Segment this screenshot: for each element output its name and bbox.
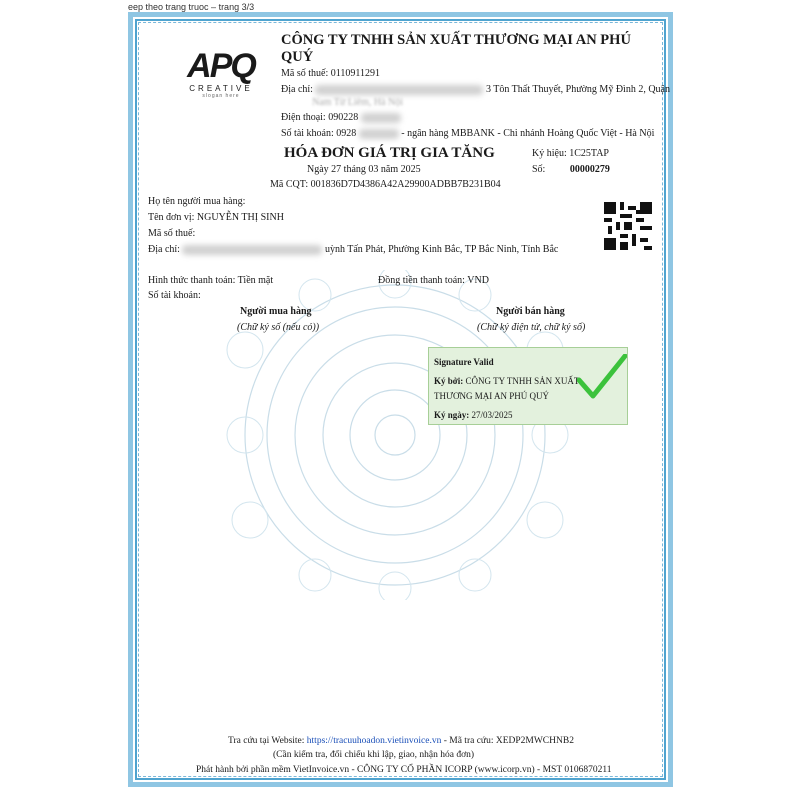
redacted-buyer-address [182,245,322,255]
signed-date-line [434,410,513,420]
seller-address-label: Địa chỉ: [281,84,313,95]
seller-address-line2: Nam Từ Liêm, Hà Nội [312,97,404,108]
invoice-symbol-value: 1C25TAP [569,148,609,159]
buyer-address-tail: uỳnh Tấn Phát, Phường Kinh Bắc, TP Bắc Ninh, Tỉnh Bắc [324,244,559,255]
invoice-cqt-code: Mã CQT: 001836D7D4386A42A29900ADBB7B231B04 [270,179,501,190]
buyer-address-label: Địa chỉ: [148,244,180,255]
invoice-title: HÓA ĐƠN GIÁ TRỊ GIA TĂNG [284,145,495,161]
signed-date-label: Ký ngày: [434,410,470,420]
logo-slogan: slogan here [202,93,240,99]
buyer-unit: Tên đơn vị: NGUYỄN THỊ SINH [148,212,284,223]
buyer-signature-note: (Chữ ký số (nếu có)) [237,322,320,333]
lookup-url-link[interactable]: https://tracuuhoadon.vietinvoice.vn [306,736,442,746]
checkmark-icon [577,354,627,400]
invoice-date: Ngày 27 tháng 03 năm 2025 [307,164,421,175]
invoice-number [532,164,610,175]
buyer-address [148,244,558,255]
logo-mark: APQ [187,47,255,85]
redacted-address [315,85,483,95]
page-continuation-note: eep theo trang truoc – trang 3/3 [128,2,255,12]
invoice-symbol [532,148,609,159]
seller-signature-note: (Chữ ký điện tử, chữ ký số) [477,322,586,333]
footer-lookup-code: - Mã tra cứu: XEDP2MWCHNB2 [443,736,574,746]
seller-company-line1: CÔNG TY TNHH SẢN XUẤT THƯƠNG MẠI AN PHÚ [281,32,631,48]
seller-phone-label: Điện thoại: 090228 [281,112,359,123]
invoice-number-value: 00000279 [569,164,610,175]
buyer-tax-code: Mã số thuế: [148,228,196,239]
redacted-account [359,129,399,139]
payment-method: Hình thức thanh toán: Tiền mặt [148,275,274,286]
seller-account-label: Số tài khoản: 0928 [281,128,357,139]
logo-word: CREATIVE [189,84,253,93]
payment-currency: Đồng tiền thanh toán: VND [378,275,489,286]
signature-valid-box [428,347,628,425]
invoice-number-label: Số: [532,164,546,175]
company-logo [176,48,266,108]
invoice-symbol-label: Ký hiệu: [532,148,567,159]
seller-signature-title: Người bán hàng [496,306,565,317]
buyer-signature-title: Người mua hàng [240,306,312,317]
footer-issuer: Phát hành bởi phần mềm VietInvoice.vn - CÔNG TY CỔ PHẦN ICORP (www.icorp.vn) - MST 0106870211 [196,765,612,775]
redacted-phone [361,113,401,123]
seller-company-line2: QUÝ [281,49,314,65]
seller-account-tail: - ngân hàng MBBANK - Chi nhánh Hoàng Quốc Việt - Hà Nội [401,128,655,139]
signed-by-line1 [434,376,579,386]
signed-by-name1: CÔNG TY TNHH SẢN XUẤT [465,376,580,386]
footer-note: (Cần kiểm tra, đối chiếu khi lập, giao, nhận hóa đơn) [273,750,475,760]
signature-valid-label: Signature Valid [434,357,494,367]
signed-by-label: Ký bởi: [434,376,464,386]
signed-by-name2: THƯƠNG MẠI AN PHÚ QUÝ [434,391,549,401]
seller-address-tail: 3 Tôn Thất Thuyết, Phường Mỹ Đình 2, Quận [485,84,670,95]
footer-lookup [228,736,574,746]
buyer-name-label: Họ tên người mua hàng: [148,196,246,207]
seller-tax-code: Mã số thuế: 0110911291 [281,68,380,79]
buyer-account: Số tài khoản: [148,290,201,301]
signed-date-value: 27/03/2025 [471,410,513,420]
qr-code [604,202,652,250]
watermark-mandala [205,270,605,600]
footer-lookup-prefix: Tra cứu tại Website: [228,736,305,746]
seller-phone [281,112,401,123]
seller-account [281,128,654,139]
seller-address [281,84,670,95]
